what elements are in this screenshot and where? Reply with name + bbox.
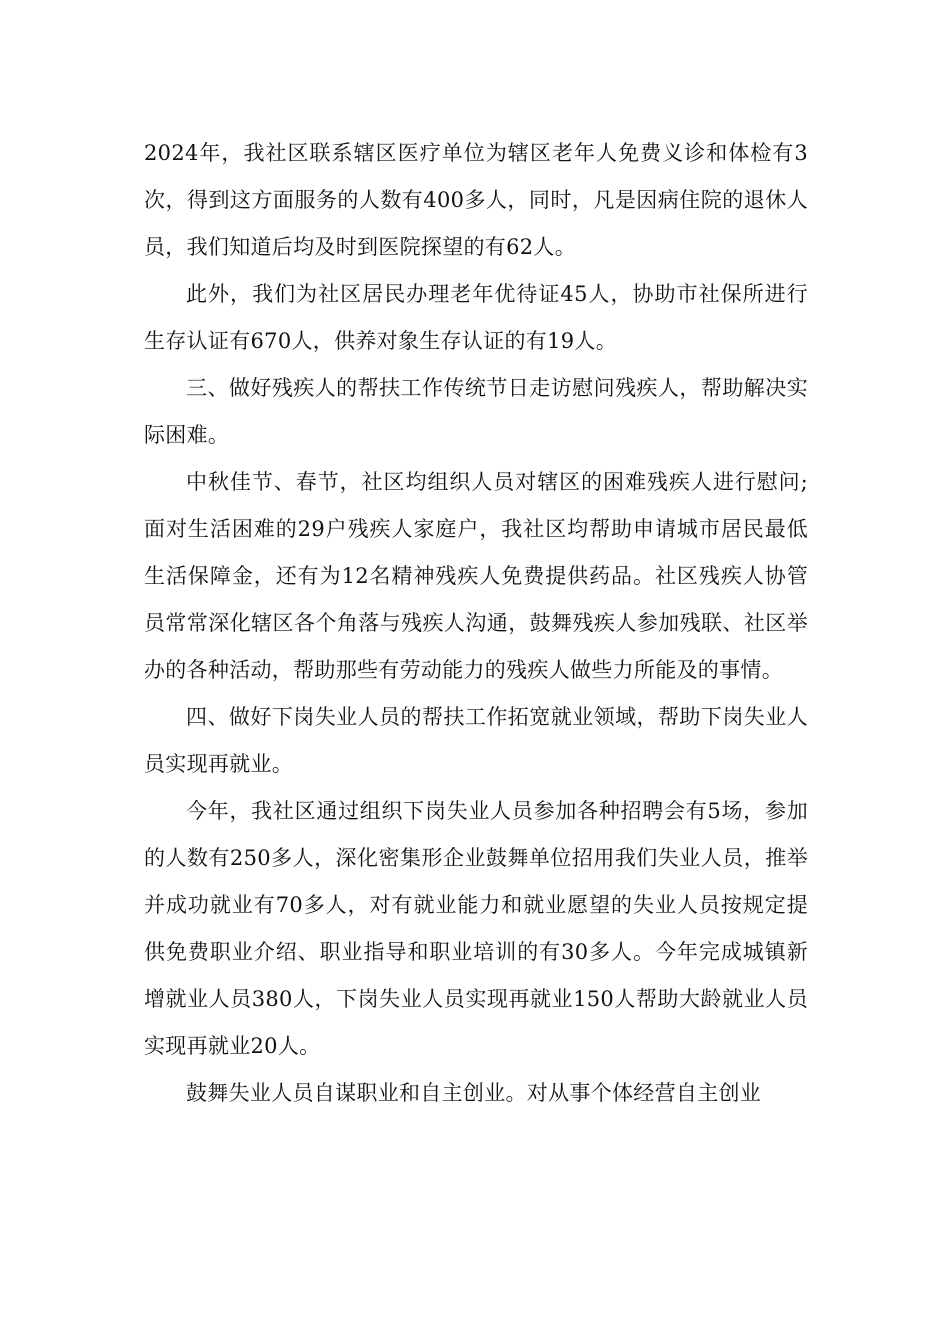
section-heading-disabled-support: 三、做好残疾人的帮扶工作传统节日走访慰问残疾人，帮助解决实际困难。 (144, 376, 808, 447)
paragraph-reemployment: 今年，我社区通过组织下岗失业人员参加各种招聘会有5场，参加的人数有250多人，深化密集形企业鼓舞单位招用我们失业人员，推举并成功就业有70多人，对有就业能力和就业愿望的失业人员按规定提供免费职业介绍、职业指导和职业培训的有30多人。今年完成城镇新增就业人员380人，下岗失业人员实现再就业150人帮助大龄就业人员实现再就业20人。 (144, 799, 808, 1058)
section-heading-reemployment: 四、做好下岗失业人员的帮扶工作拓宽就业领域，帮助下岗失业人员实现再就业。 (144, 705, 808, 776)
paragraph-disabled-support: 中秋佳节、春节，社区均组织人员对辖区的困难残疾人进行慰问;面对生活困难的29户残疾人家庭户，我社区均帮助申请城市居民最低生活保障金，还有为12名精神残疾人免费提供药品。社区残疾人协管员常常深化辖区各个角落与残疾人沟通，鼓舞残疾人参加残联、社区举办的各种活动，帮助那些有劳动能力的残疾人做些力所能及的事情。 (144, 470, 808, 682)
document-body (144, 130, 808, 1117)
paragraph-self-employment: 鼓舞失业人员自谋职业和自主创业。对从事个体经营自主创业 (186, 1081, 762, 1105)
paragraph-elderly-certificates: 此外，我们为社区居民办理老年优待证45人，协助市社保所进行生存认证有670人，供养对象生存认证的有19人。 (144, 282, 808, 353)
paragraph-elderly-medical: 2024年，我社区联系辖区医疗单位为辖区老年人免费义诊和体检有3次，得到这方面服务的人数有400多人，同时，凡是因病住院的退休人员，我们知道后均及时到医院探望的有62人。 (144, 141, 808, 259)
